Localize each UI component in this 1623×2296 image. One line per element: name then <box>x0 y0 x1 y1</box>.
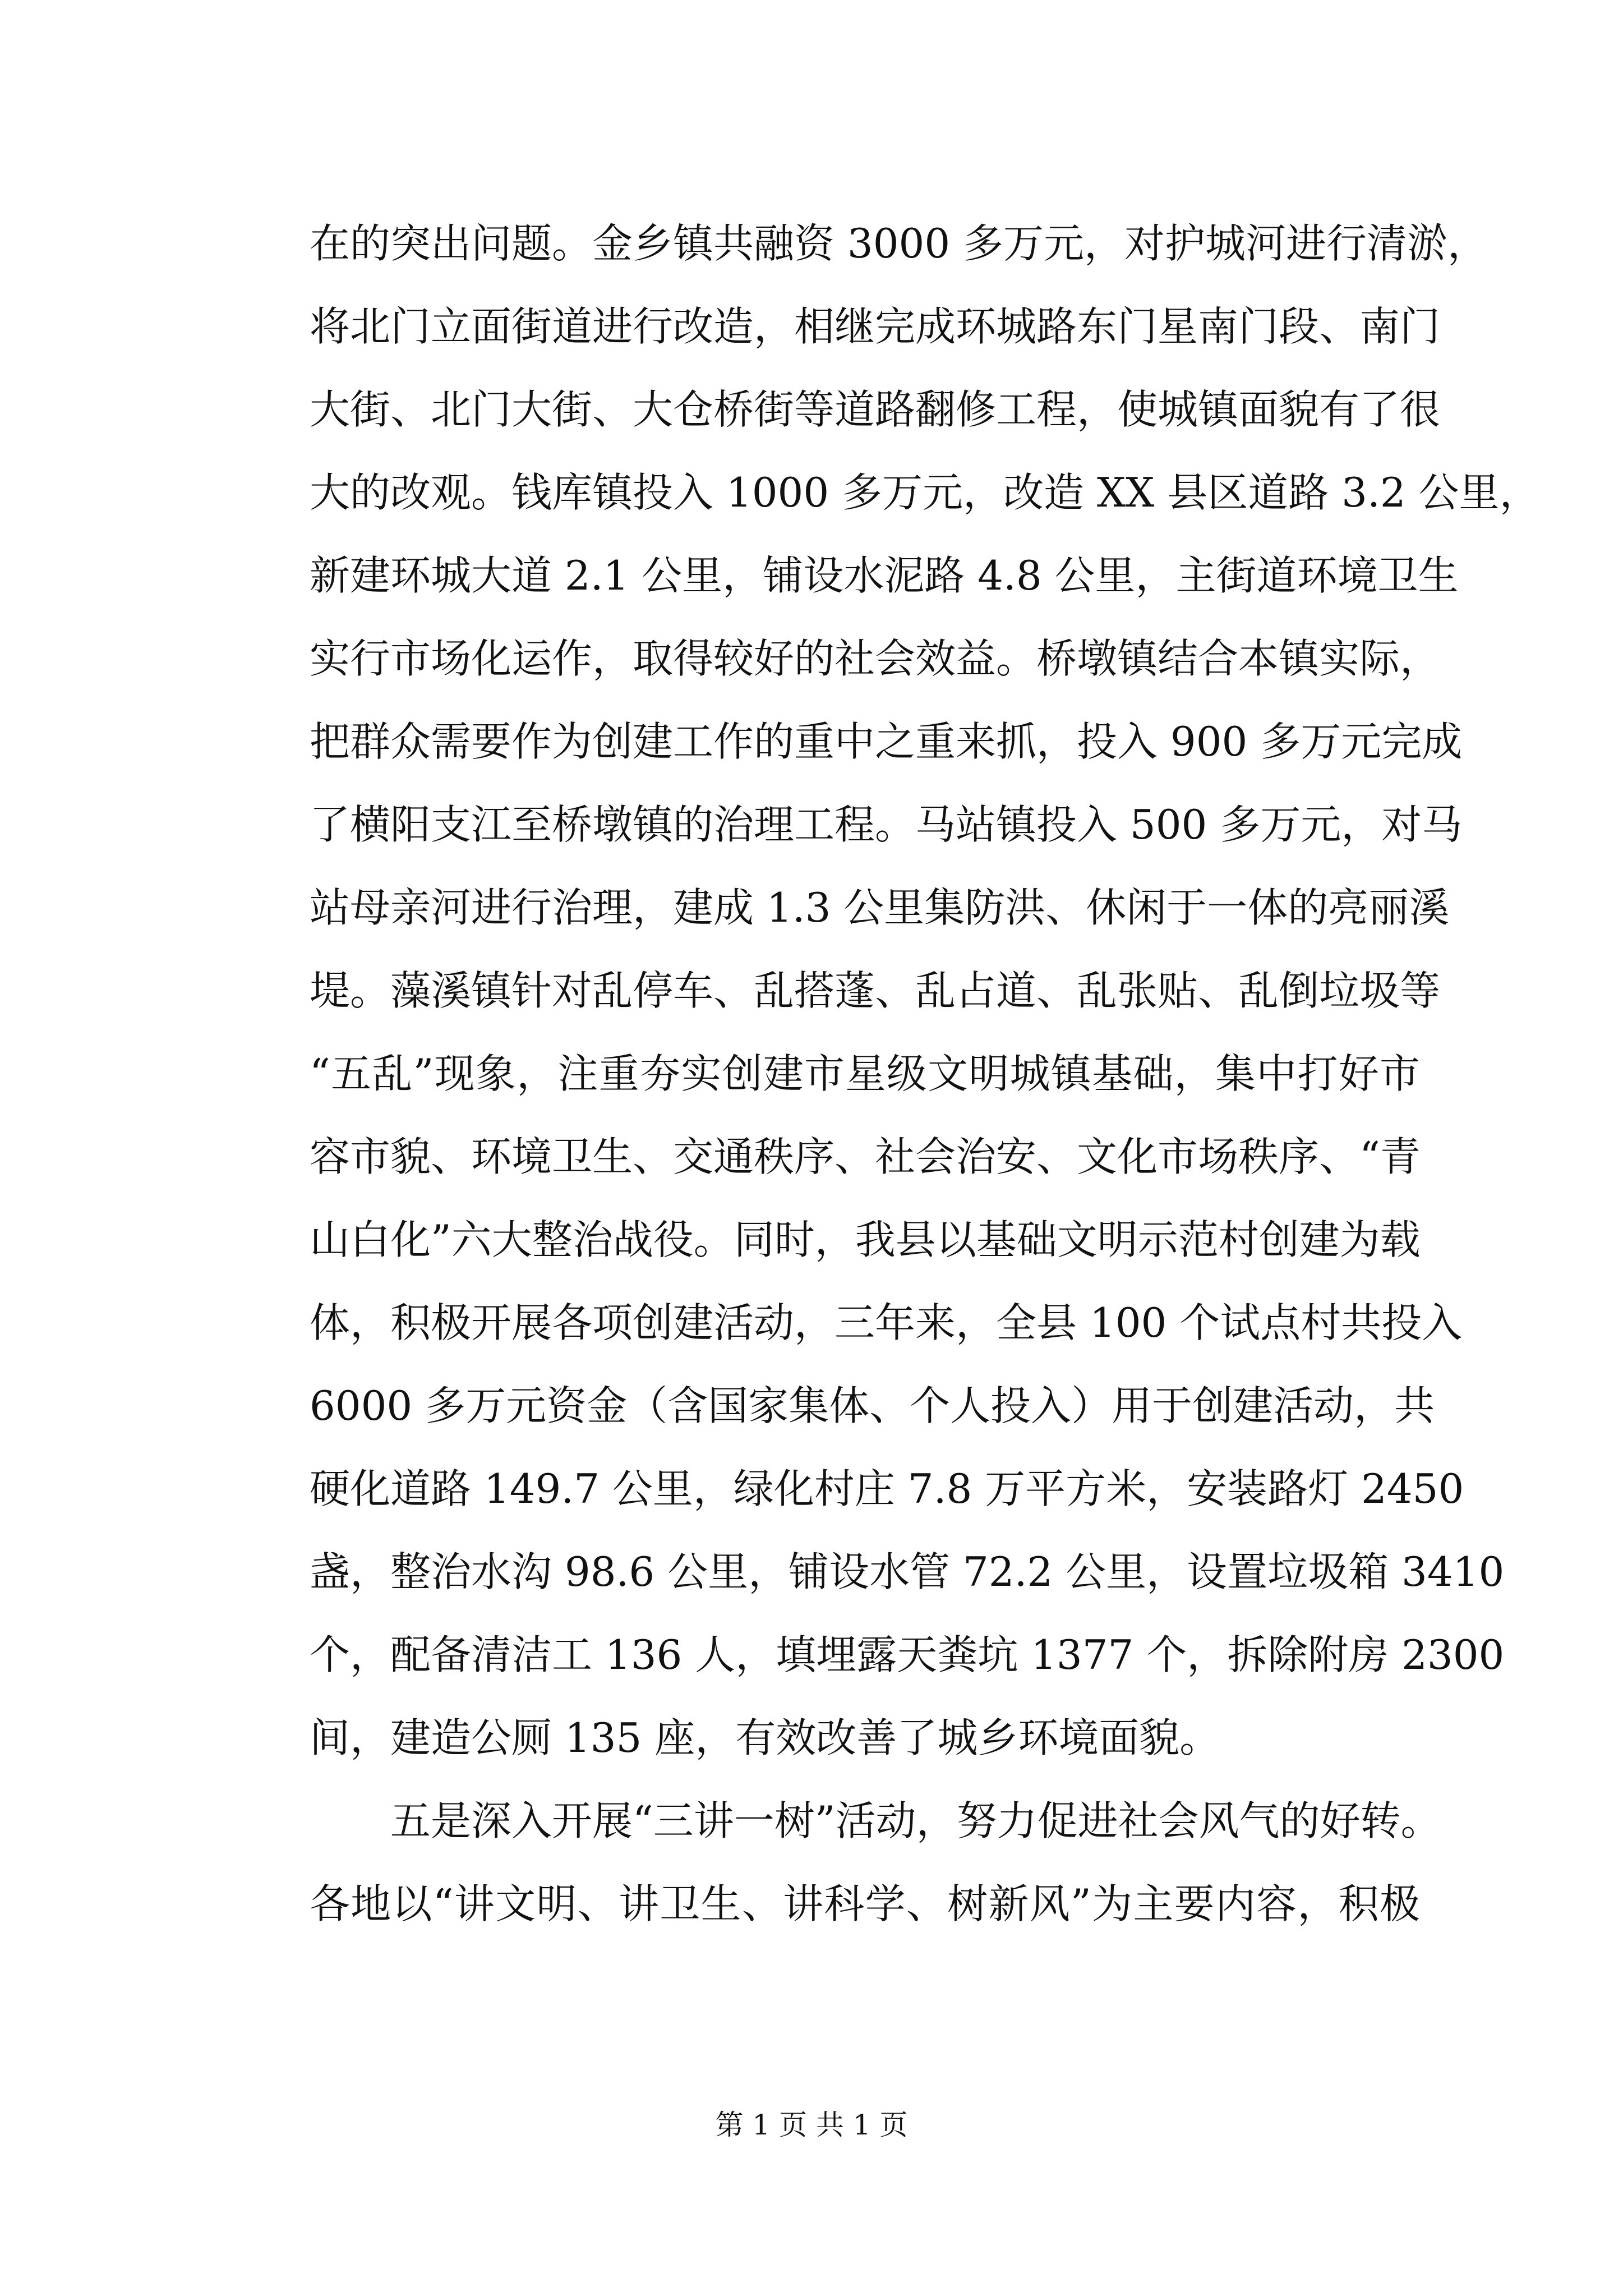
text-line: 容市貌、环境卫生、交通秩序、社会治安、文化市场秩序、“青 <box>310 1133 1421 1180</box>
text-line: 大的改观。钱库镇投入 1000 多万元，改造 XX 县区道路 3.2 公里， <box>310 469 1540 516</box>
text-line: 个，配备清洁工 136 人，填埋露天粪坑 1377 个，拆除附房 2300 <box>310 1631 1505 1678</box>
text-line: 各地以“讲文明、讲卫生、讲科学、树新风”为主要内容，积极 <box>310 1880 1420 1927</box>
text-line: 硬化道路 149.7 公里，绿化村庄 7.8 万平方米，安装路灯 2450 <box>310 1465 1464 1512</box>
text-line: 站母亲河进行治理，建成 1.3 公里集防洪、休闲于一体的亮丽溪 <box>310 884 1450 931</box>
page-footer: 第 1 页 共 1 页 <box>715 2109 908 2141</box>
text-line: 间，建造公厕 135 座，有效改善了城乡环境面貌。 <box>310 1714 1220 1761</box>
text-line: 堤。藻溪镇针对乱停车、乱搭蓬、乱占道、乱张贴、乱倒垃圾等 <box>310 967 1441 1014</box>
text-line: 了横阳支江至桥墩镇的治理工程。马站镇投入 500 多万元，对马 <box>310 801 1463 848</box>
text-line: 6000 多万元资金（含国家集体、个人投入）用于创建活动，共 <box>310 1382 1435 1429</box>
text-line: 五是深入开展“三讲一树”活动，努力促进社会风气的好转。 <box>310 1797 1441 1844</box>
text-line: 在的突出问题。金乡镇共融资 3000 多万元，对护城河进行清淤， <box>310 220 1488 267</box>
text-line: 实行市场化运作，取得较好的社会效益。桥墩镇结合本镇实际， <box>310 635 1441 682</box>
text-line: 把群众需要作为创建工作的重中之重来抓，投入 900 多万元完成 <box>310 718 1463 765</box>
text-line: 体，积极开展各项创建活动，三年来，全县 100 个试点村共投入 <box>310 1299 1463 1346</box>
text-line: 山白化”六大整治战役。同时，我县以基础文明示范村创建为载 <box>310 1216 1421 1263</box>
text-line: 盏，整治水沟 98.6 公里，铺设水管 72.2 公里，设置垃圾箱 3410 <box>310 1548 1505 1595</box>
text-line: “五乱”现象，注重夯实创建市星级文明城镇基础，集中打好市 <box>310 1050 1420 1097</box>
body-text <box>310 202 1540 1945</box>
text-line: 大街、北门大街、大仓桥街等道路翻修工程，使城镇面貌有了很 <box>310 386 1441 433</box>
text-line: 新建环城大道 2.1 公里，铺设水泥路 4.8 公里，主街道环境卫生 <box>310 552 1459 599</box>
text-line: 将北门立面街道进行改造，相继完成环城路东门星南门段、南门 <box>310 303 1441 350</box>
